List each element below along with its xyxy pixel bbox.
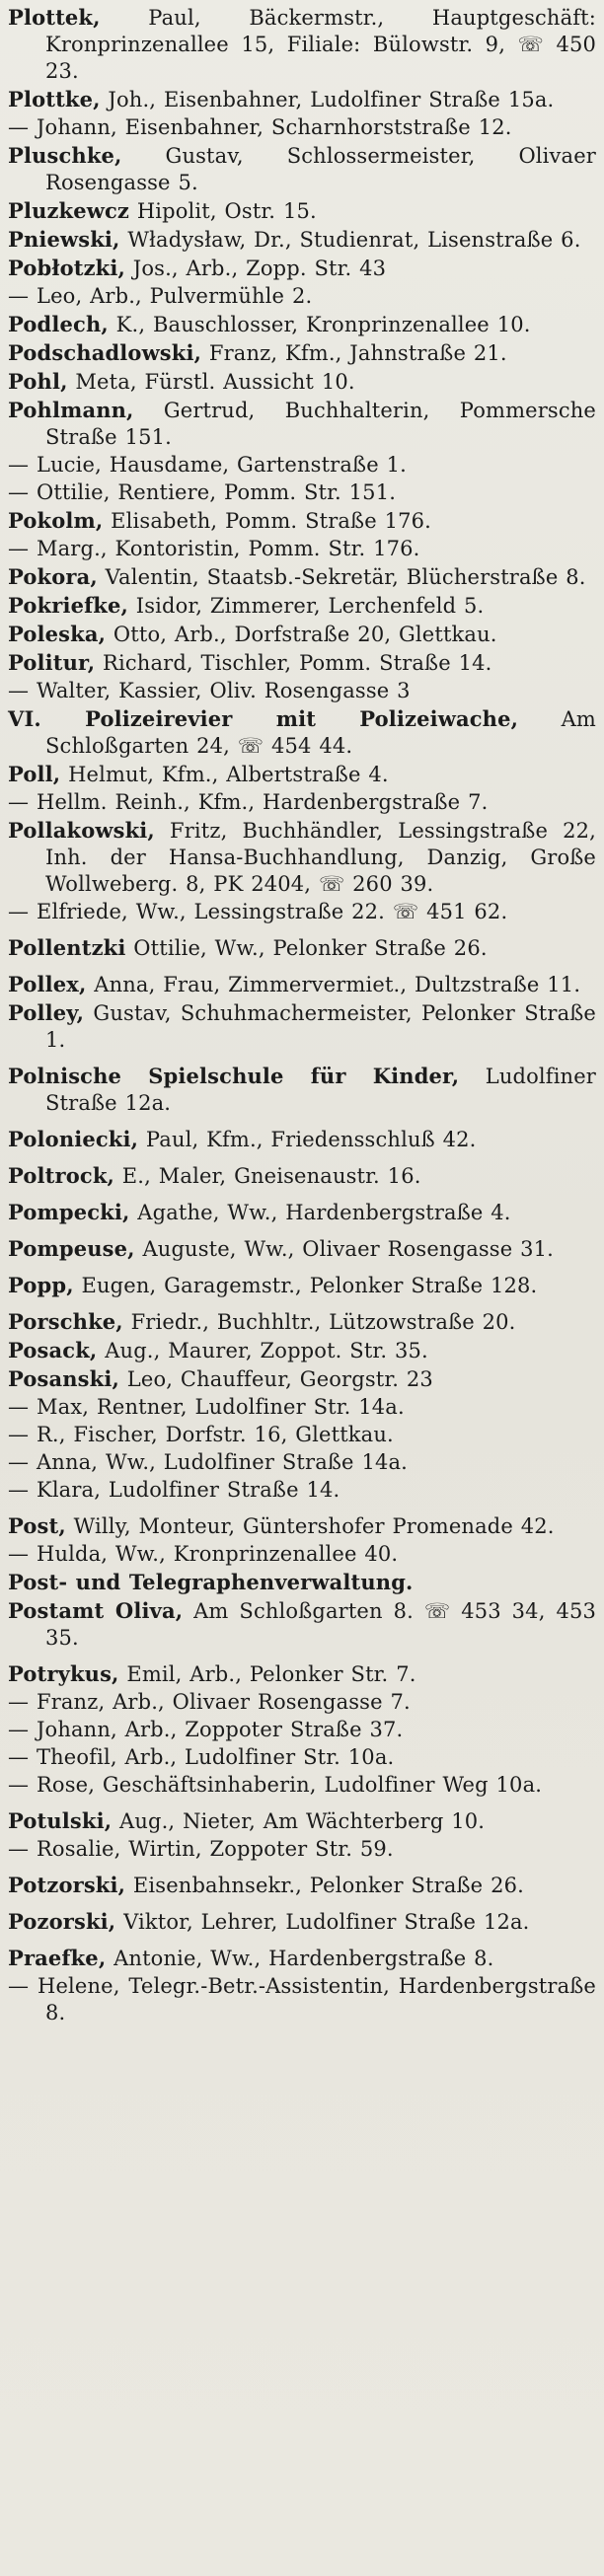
entry-surname: Pollakowski,	[8, 818, 155, 843]
entry-details: Helmut, Kfm., Albertstraße 4.	[60, 763, 389, 786]
directory-entry	[8, 507, 596, 535]
directory-entry	[8, 621, 596, 648]
directory-entry	[8, 1365, 596, 1393]
entry-details: — Johann, Eisenbahner, Scharnhorststraße 12.	[8, 115, 512, 139]
entry-details: Am Schloßgarten 24, ☏ 454 44.	[45, 707, 596, 758]
entry-details: Jos., Arb., Zopp. Str. 43	[124, 257, 387, 280]
directory-entry	[8, 817, 596, 898]
entry-details: Ottilie, Ww., Pelonker Straße 26.	[125, 936, 488, 960]
entry-surname: Pokora,	[8, 564, 98, 589]
directory-entry	[8, 563, 596, 591]
directory-entry	[8, 1308, 596, 1336]
entry-details: — Hulda, Ww., Kronprinzenallee 40.	[8, 1542, 399, 1566]
entry-details: Meta, Fürstl. Aussicht 10.	[67, 370, 355, 394]
entry-details: — Lucie, Hausdame, Gartenstraße 1.	[8, 453, 407, 477]
directory-sub-entry	[8, 1541, 596, 1568]
directory-entry	[8, 649, 596, 677]
entry-surname: Polley,	[8, 1000, 85, 1025]
entry-details: Eugen, Garagemstr., Pelonker Straße 128.	[73, 1274, 538, 1297]
directory-entry	[8, 1337, 596, 1364]
entry-surname: Post- und Telegraphenverwaltung.	[8, 1570, 414, 1594]
directory-entry	[8, 1569, 596, 1596]
entry-details: Antonie, Ww., Hardenbergstraße 8.	[106, 1947, 494, 1970]
directory-entry	[8, 226, 596, 254]
directory-sub-entry	[8, 1394, 596, 1421]
entry-surname: Pokriefke,	[8, 593, 128, 618]
directory-entry	[8, 1597, 596, 1652]
directory-sub-entry	[8, 1422, 596, 1448]
directory-entry	[8, 1660, 596, 1688]
entry-details: Aug., Maurer, Zoppot. Str. 35.	[97, 1339, 428, 1362]
directory-entry	[8, 1945, 596, 1972]
directory-entry	[8, 1199, 596, 1226]
directory-sub-entry	[8, 536, 596, 562]
entry-surname: Poll,	[8, 762, 61, 786]
entry-surname: Potzorski,	[8, 1873, 126, 1897]
entry-details: Emil, Arb., Pelonker Str. 7.	[118, 1662, 416, 1686]
entry-surname: Poleska,	[8, 622, 107, 646]
directory-sub-entry	[8, 1744, 596, 1771]
directory-entry	[8, 1272, 596, 1299]
entry-details: Elisabeth, Pomm. Straße 176.	[103, 509, 431, 533]
directory-entry	[8, 1872, 596, 1899]
entry-details: — Max, Rentner, Ludolfiner Str. 14a.	[8, 1395, 405, 1419]
directory-sub-entry	[8, 1973, 596, 2026]
entry-details: — Marg., Kontoristin, Pomm. Str. 176.	[8, 537, 420, 560]
entry-surname: Plottke,	[8, 87, 101, 111]
directory-entry	[8, 1126, 596, 1153]
directory-entry	[8, 255, 596, 282]
entry-details: Eisenbahnsekr., Pelonker Straße 26.	[125, 1874, 524, 1897]
entry-details: — Rosalie, Wirtin, Zoppoter Str. 59.	[8, 1837, 394, 1861]
entry-details: — Walter, Kassier, Oliv. Rosengasse 3	[8, 679, 411, 702]
entry-details: Valentin, Staatsb.-Sekretär, Blücherstraße 8.	[97, 565, 586, 589]
entry-details: — Franz, Arb., Olivaer Rosengasse 7.	[8, 1690, 411, 1714]
entry-details: Ludolfiner Straße 12a.	[45, 1065, 596, 1115]
entry-surname: Pohl,	[8, 369, 68, 394]
entry-details: — Rose, Geschäftsinhaberin, Ludolfiner Weg 10a.	[8, 1773, 543, 1797]
entry-details: Paul, Kfm., Friedensschluß 42.	[138, 1128, 477, 1151]
entry-details: — Elfriede, Ww., Lessingstraße 22. ☏ 451 62.	[8, 900, 508, 923]
entry-surname: Praefke,	[8, 1946, 107, 1970]
entry-surname: Posanski,	[8, 1366, 119, 1391]
entry-details: Franz, Kfm., Jahnstraße 21.	[201, 341, 507, 365]
directory-sub-entry	[8, 789, 596, 816]
directory-sub-entry	[8, 1717, 596, 1743]
entry-details: — Johann, Arb., Zoppoter Straße 37.	[8, 1718, 404, 1741]
entry-details: — Helene, Telegr.-Betr.-Assistentin, Hardenbergstraße 8.	[8, 1974, 596, 2024]
directory-entry	[8, 311, 596, 338]
directory-entry	[8, 705, 596, 760]
directory-sub-entry	[8, 1836, 596, 1863]
entry-details: — Anna, Ww., Ludolfiner Straße 14a.	[8, 1450, 408, 1474]
entry-surname: Pluschke,	[8, 143, 122, 168]
entry-surname: Popp,	[8, 1273, 74, 1297]
entry-surname: Polnische Spielschule für Kinder,	[8, 1064, 460, 1088]
entry-details: Gustav, Schuhmachermeister, Pelonker Straße 1.	[45, 1001, 596, 1052]
entry-details: Gustav, Schlossermeister, Olivaer Rosengasse 5.	[45, 144, 596, 194]
entry-details: Willy, Monteur, Güntershofer Promenade 42.	[65, 1514, 555, 1538]
entry-surname: Podlech,	[8, 312, 109, 336]
entry-details: — Ottilie, Rentiere, Pomm. Str. 151.	[8, 480, 397, 504]
entry-details: Hipolit, Ostr. 15.	[129, 199, 317, 223]
entry-details: Paul, Bäckermstr., Hauptgeschäft: Kronprinzenallee 15, Filiale: Bülowstr. 9, ☏ 450 23.	[45, 6, 596, 83]
directory-entry	[8, 1908, 596, 1936]
entry-details: — Leo, Arb., Pulvermühle 2.	[8, 284, 313, 308]
entry-details: — Theofil, Arb., Ludolfiner Str. 10a.	[8, 1745, 395, 1769]
directory-entry	[8, 86, 596, 113]
directory-sub-entry	[8, 283, 596, 310]
directory-sub-entry	[8, 479, 596, 506]
entry-surname: Pobłotzki,	[8, 256, 125, 280]
directory-sub-entry	[8, 1449, 596, 1476]
entry-details: Agathe, Ww., Hardenbergstraße 4.	[129, 1201, 511, 1224]
directory-entry	[8, 761, 596, 788]
entry-surname: Pollentzki	[8, 935, 126, 960]
directory-entry	[8, 1063, 596, 1117]
directory-entry	[8, 368, 596, 396]
entry-details: Joh., Eisenbahner, Ludolfiner Straße 15a.	[100, 88, 555, 111]
entry-details: Władysław, Dr., Studienrat, Lisenstraße 6.	[119, 228, 581, 252]
entry-surname: Pompecki,	[8, 1200, 130, 1224]
entry-surname: Poltrock,	[8, 1163, 114, 1188]
entry-surname: Podschadlowski,	[8, 340, 202, 365]
entry-surname: Pollex,	[8, 972, 87, 996]
entry-details: Otto, Arb., Dorfstraße 20, Glettkau.	[106, 623, 497, 646]
entry-details: — R., Fischer, Dorfstr. 16, Glettkau.	[8, 1423, 394, 1446]
entry-details: Isidor, Zimmerer, Lerchenfeld 5.	[127, 594, 485, 618]
directory-sub-entry	[8, 899, 596, 925]
directory-entry	[8, 397, 596, 451]
entry-details: E., Maler, Gneisenaustr. 16.	[113, 1164, 421, 1188]
directory-entry	[8, 971, 596, 998]
directory-entry	[8, 1807, 596, 1835]
directory-sub-entry	[8, 452, 596, 478]
entry-surname: VI. Polizeirevier mit Polizeiwache,	[8, 706, 519, 731]
entry-details: Friedr., Buchhltr., Lützowstraße 20.	[122, 1310, 516, 1334]
directory-entry	[8, 339, 596, 367]
directory-sub-entry	[8, 1689, 596, 1716]
entry-details: Auguste, Ww., Olivaer Rosengasse 31.	[134, 1237, 554, 1261]
entry-surname: Plottek,	[8, 5, 101, 30]
directory-sub-entry	[8, 1772, 596, 1799]
entry-surname: Pniewski,	[8, 227, 120, 252]
directory-list	[8, 4, 596, 2026]
entry-details: Am Schloßgarten 8. ☏ 453 34, 453 35.	[45, 1599, 596, 1650]
entry-surname: Pokolm,	[8, 508, 104, 533]
entry-surname: Poloniecki,	[8, 1127, 139, 1151]
entry-details: Leo, Chauffeur, Georgstr. 23	[118, 1367, 433, 1391]
entry-details: Anna, Frau, Zimmervermiet., Dultzstraße 11.	[86, 973, 581, 996]
directory-entry	[8, 1235, 596, 1263]
directory-entry	[8, 934, 596, 962]
entry-surname: Postamt Oliva,	[8, 1598, 184, 1623]
directory-sub-entry	[8, 114, 596, 141]
directory-entry	[8, 4, 596, 85]
entry-surname: Posack,	[8, 1338, 98, 1362]
entry-surname: Pozorski,	[8, 1909, 116, 1934]
entry-surname: Pohlmann,	[8, 398, 134, 422]
entry-details: — Hellm. Reinh., Kfm., Hardenbergstraße 7.	[8, 790, 489, 814]
entry-details: — Klara, Ludolfiner Straße 14.	[8, 1478, 340, 1502]
entry-surname: Porschke,	[8, 1309, 123, 1334]
directory-entry	[8, 999, 596, 1054]
entry-details: Richard, Tischler, Pomm. Straße 14.	[95, 651, 492, 675]
entry-surname: Potrykus,	[8, 1661, 119, 1686]
entry-surname: Post,	[8, 1513, 66, 1538]
entry-surname: Pompeuse,	[8, 1236, 135, 1261]
directory-entry	[8, 197, 596, 225]
entry-details: K., Bauschlosser, Kronprinzenallee 10.	[108, 313, 531, 336]
directory-entry	[8, 142, 596, 196]
directory-sub-entry	[8, 1477, 596, 1504]
directory-entry	[8, 592, 596, 620]
directory-entry	[8, 1512, 596, 1540]
entry-details: Fritz, Buchhändler, Lessingstraße 22, Inh. der Hansa-Buchhandlung, Danzig, Große Wollweberg. 8, PK 2404, ☏ 260 39.	[45, 819, 596, 896]
entry-details: Aug., Nieter, Am Wächterberg 10.	[112, 1809, 486, 1833]
entry-surname: Pluzkewcz	[8, 198, 130, 223]
entry-surname: Potulski,	[8, 1808, 113, 1833]
directory-entry	[8, 1162, 596, 1190]
entry-details: Gertrud, Buchhalterin, Pommersche Straße 151.	[45, 399, 596, 449]
entry-details: Viktor, Lehrer, Ludolfiner Straße 12a.	[115, 1910, 530, 1934]
entry-surname: Politur,	[8, 650, 96, 675]
directory-sub-entry	[8, 678, 596, 704]
